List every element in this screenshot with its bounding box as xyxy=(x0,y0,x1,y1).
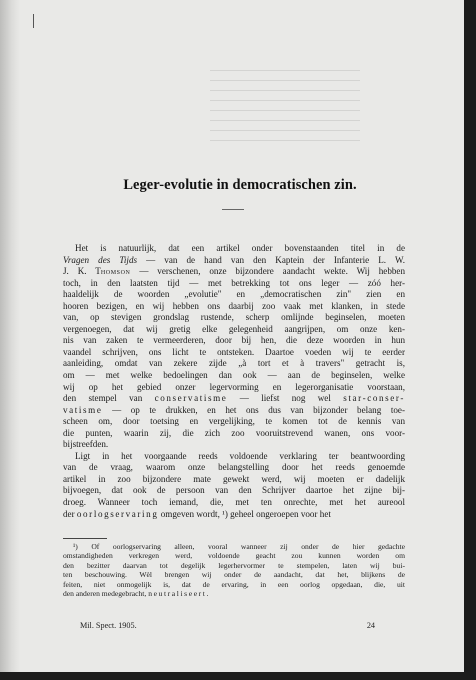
text-run: — liefst nog wel xyxy=(227,393,344,404)
text-run: nis van zaken te vermeerderen, door bij hen, die deze woorden in hun xyxy=(63,335,405,346)
title-rule xyxy=(222,209,244,210)
page-binding-shadow xyxy=(0,0,20,672)
text-run: droeg. Wanneer toch iemand, die, met ten onrechte, met het aureool xyxy=(63,497,405,508)
text-run: vergenoegen, dat wij gretig elke gelegenheid aangrijpen, om onze ken- xyxy=(63,323,405,334)
text-line xyxy=(63,358,405,370)
spaced-run: oorlogservaring xyxy=(76,508,159,519)
italic-run: Vragen des Tijds xyxy=(63,254,138,265)
paragraph xyxy=(63,243,405,451)
text-line xyxy=(63,347,405,359)
text-line xyxy=(63,301,405,313)
text-line xyxy=(63,509,405,521)
text-run: Ligt in het voorgaande reeds voldoende verklaring ter beantwoording xyxy=(75,450,405,461)
text-run: wij op het gebied onzer legervorming en legerorganisatie voorstaan, xyxy=(63,381,405,392)
text-line xyxy=(63,289,405,301)
text-run: vaandel schrijven, ons licht te ontsteken. Daartoe voeden wij te eerder xyxy=(63,346,405,357)
text-line xyxy=(63,542,405,551)
spaced-run: vatisme xyxy=(63,404,103,415)
text-line xyxy=(63,462,405,474)
spaced-run: neutraliseert xyxy=(148,589,207,599)
text-run: omstandigheden verkregen werd, voldoende geacht zou kunnen worden om xyxy=(63,551,405,561)
text-line xyxy=(63,485,405,497)
text-run: — van de hand van den Kaptein der Infanterie L. W. xyxy=(137,254,405,265)
text-line xyxy=(63,439,405,451)
text-line xyxy=(63,416,405,428)
text-line xyxy=(63,370,405,382)
text-line xyxy=(63,561,405,570)
text-run: aanleiding, omdat van zekere zijde „à tort et à travers" getracht is, xyxy=(63,358,405,369)
text-run: artikel in zoo bijzondere mate gewekt werd, wij moeten er dadelijk xyxy=(63,473,405,484)
text-run: bijstreefden. xyxy=(63,439,109,450)
text-line xyxy=(63,335,405,347)
text-run: haaldelijk de woorden „evolutie" en „democratischen zin" zien en xyxy=(63,289,405,300)
smallcaps-run: homson xyxy=(100,266,131,277)
text-run: . xyxy=(206,589,209,599)
text-run: van, op stevigen grondslag rustende, scherp omlijnde beginselen, moeten xyxy=(63,312,405,323)
text-run: J. K. T xyxy=(63,266,101,277)
text-line xyxy=(63,551,405,560)
text-run: om — met welke bedoelingen dan ook — aan de beginselen, welke xyxy=(63,370,405,381)
text-line xyxy=(63,324,405,336)
text-line xyxy=(63,580,405,589)
page-number: 24 xyxy=(366,621,375,630)
text-run: van de vraag, waarom onze belangstelling door het reeds genoemde xyxy=(63,462,405,473)
article-body xyxy=(63,243,405,520)
text-line xyxy=(63,312,405,324)
text-line xyxy=(63,255,405,267)
text-run: omgeven wordt, ¹) geheel ongeroepen voor het xyxy=(158,508,331,519)
text-line xyxy=(63,589,405,598)
footnote-rule xyxy=(63,538,107,539)
text-run: der xyxy=(63,508,77,519)
text-line xyxy=(63,474,405,486)
text-run: toch, in den laatsten tijd — met betrekking tot ons leger — zóó her- xyxy=(63,277,405,288)
footnote xyxy=(63,542,405,598)
text-line xyxy=(63,278,405,290)
spaced-run: star-conser- xyxy=(343,393,405,404)
text-line xyxy=(63,451,405,463)
text-line xyxy=(63,428,405,440)
text-run: ten beschouwing. Wèl brengen wij onder de aandacht, dat het, blijkens de xyxy=(63,570,405,580)
text-run: den anderen medegebracht, xyxy=(63,589,149,599)
text-line xyxy=(63,405,405,417)
text-run: die punten, waarin zij, die zich zoo vooruitstrevend wanen, ons voor- xyxy=(63,427,405,438)
text-run: Het is natuurlijk, dat een artikel onder bovenstaanden titel in de xyxy=(75,243,405,253)
text-run: bijvoegen, dat ook de persoon van den Schrijver daartoe het zijne bij- xyxy=(63,485,405,496)
text-run: den stempel van xyxy=(63,393,155,404)
text-line xyxy=(63,570,405,579)
text-line xyxy=(63,243,405,255)
text-line xyxy=(63,393,405,405)
journal-signature: Mil. Spect. 1905. xyxy=(80,621,137,630)
text-run: feiten, niet onmogelijk is, dat de ervaring, in een oorlog opgedaan, die, uit xyxy=(63,579,405,589)
show-through-text xyxy=(210,70,360,160)
paragraph xyxy=(63,451,405,520)
text-line xyxy=(63,382,405,394)
spaced-run: conservatisme xyxy=(154,393,228,404)
text-run: — verschenen, onze bijzondere aandacht wekte. Wij hebben xyxy=(130,266,406,277)
text-run: den bezitter daarvan tot degelijk legerhervormer te stempelen, laten wij bui- xyxy=(63,560,405,570)
article-title: Leger-evolutie in democratischen zin. xyxy=(123,177,357,193)
text-run: — op te drukken, en het ons dus van bijzonder belang toe- xyxy=(102,404,405,415)
text-line xyxy=(63,497,405,509)
text-run: ¹) Of oorlogservaring alleen, vooral wanneer zij onder de hier gedachte xyxy=(73,542,405,551)
text-line xyxy=(63,266,405,278)
gutter-mark xyxy=(33,14,34,28)
text-run: scheen om, door toetsing en vergelijking, te komen tot de kennis van xyxy=(63,416,405,427)
text-run: hooren bezigen, en wij hebben ons daarbij zoo vaak met klanken, in stede xyxy=(63,300,405,311)
